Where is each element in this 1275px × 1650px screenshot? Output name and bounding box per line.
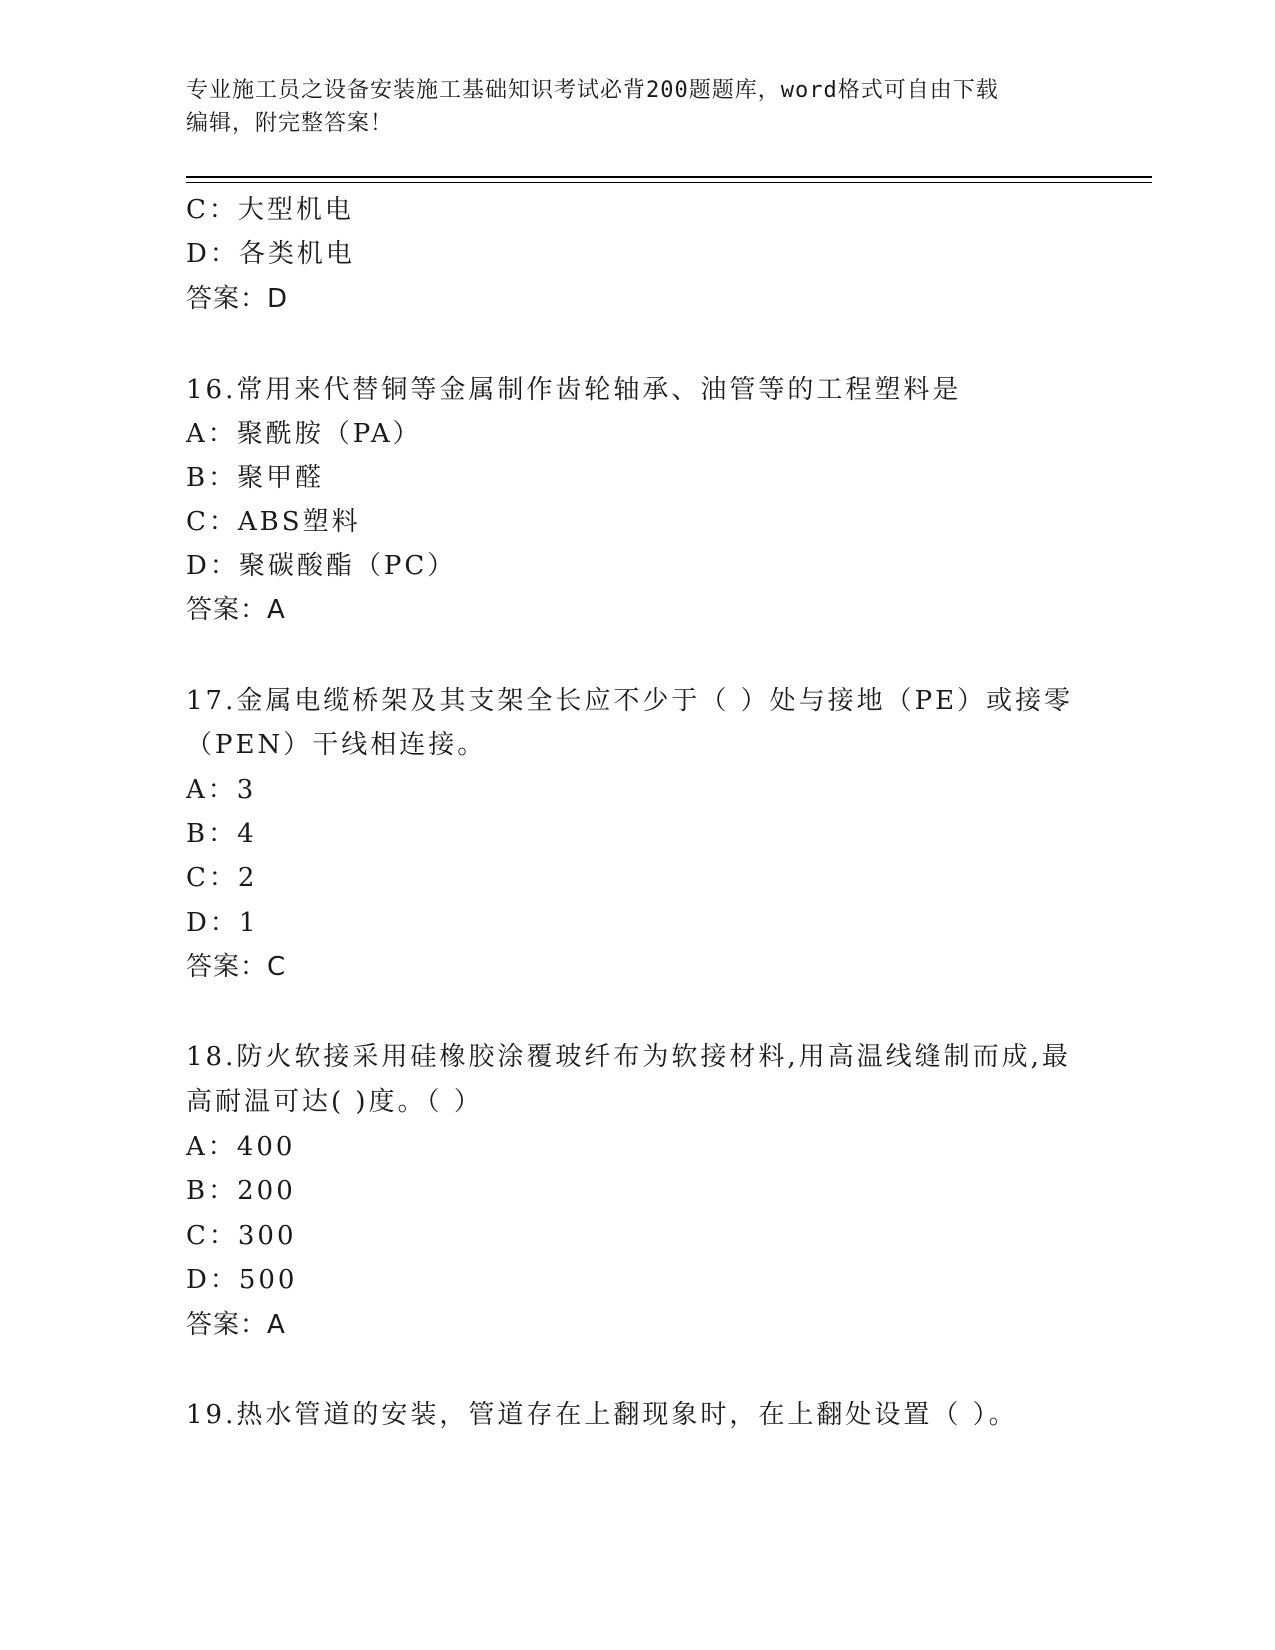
header-divider-thin [186, 182, 1152, 183]
q17-question-line-1: 17.金属电缆桥架及其支架全长应不少于（ ）处与接地（PE）或接零 [186, 686, 1074, 716]
q18-answer: 答案：A [186, 1310, 286, 1340]
q16-option-d: D：聚碳酸酯（PC） [186, 551, 457, 581]
q18-option-c: C：300 [186, 1221, 297, 1251]
q15-option-d: D：各类机电 [186, 239, 355, 269]
q18-option-a: A：400 [186, 1132, 296, 1162]
q16-answer: 答案：A [186, 595, 286, 625]
q16-option-b: B：聚甲醛 [186, 463, 325, 493]
q18-option-d: D：500 [186, 1265, 298, 1295]
q15-answer: 答案：D [186, 284, 289, 314]
q18-question-line-1: 18.防火软接采用硅橡胶涂覆玻纤布为软接材料,用高温线缝制而成,最 [186, 1042, 1071, 1072]
q18-option-b: B：200 [186, 1176, 296, 1206]
q17-option-c: C：2 [186, 863, 258, 893]
q19-question: 19.热水管道的安装，管道存在上翻现象时，在上翻处设置（ ）。 [186, 1400, 1018, 1430]
q17-answer: 答案：C [186, 952, 287, 982]
q17-option-a: A：3 [186, 775, 257, 805]
q18-question-line-2: 高耐温可达( )度。（ ） [186, 1087, 483, 1117]
q16-option-c: C：ABS塑料 [186, 507, 361, 537]
document-header [186, 74, 1086, 140]
header-divider-thick [186, 176, 1152, 178]
q17-option-d: D：1 [186, 908, 259, 938]
q16-question: 16.常用来代替铜等金属制作齿轮轴承、油管等的工程塑料是 [186, 375, 962, 405]
header-title-line-2: 编辑，附完整答案！ [186, 111, 394, 136]
q16-option-a: A：聚酰胺（PA） [186, 419, 422, 449]
q17-option-b: B：4 [186, 819, 257, 849]
q15-option-c: C：大型机电 [186, 195, 354, 225]
q17-question-line-2: （PEN）干线相连接。 [186, 730, 487, 760]
header-title-line-1: 专业施工员之设备安装施工基础知识考试必背200题题库，word格式可自由下载 [186, 78, 999, 103]
